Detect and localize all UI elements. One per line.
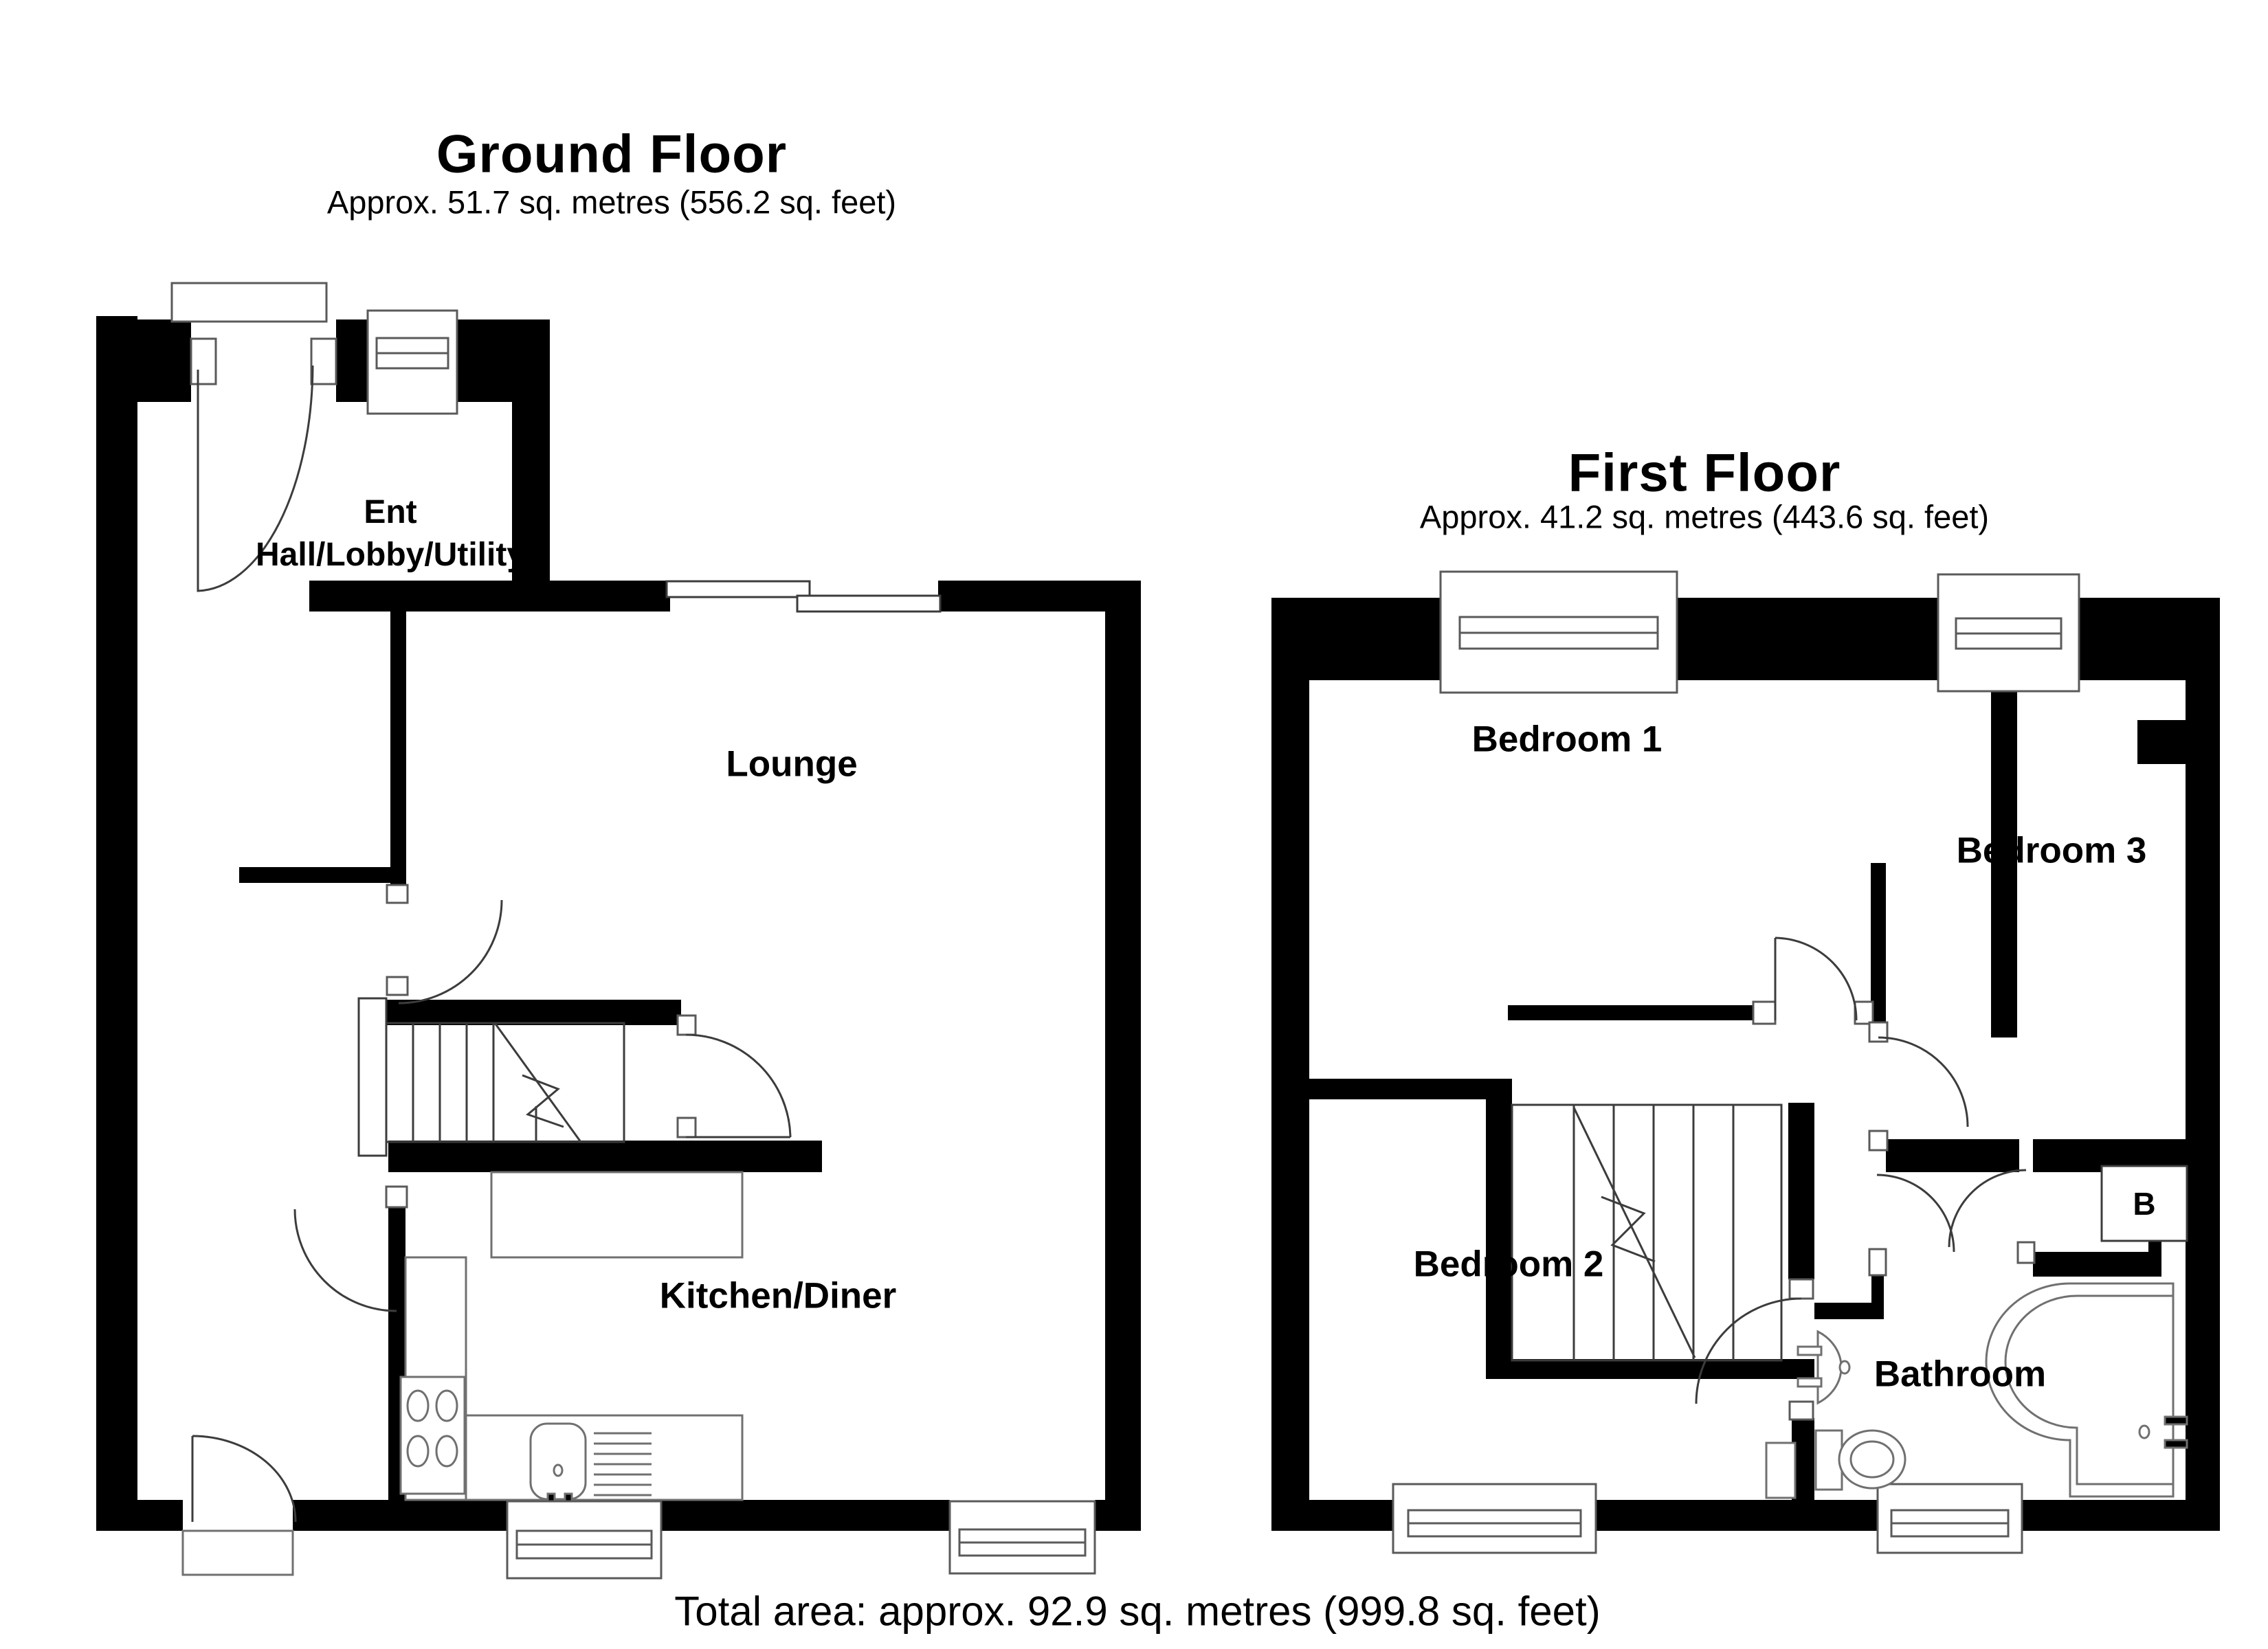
room-label-bedroom1: Bedroom 1: [1471, 719, 1663, 760]
front-door-recess: [172, 283, 326, 322]
bathroom-sink-drain: [1840, 1361, 1849, 1373]
gf-stairs-break-diagonal: [495, 1023, 581, 1142]
ff-wall-bathroom-north-stub: [2148, 1241, 2161, 1252]
ff-wall-bed1-bed2: [1309, 1079, 1512, 1099]
gf-hall-lounge-door: [387, 885, 502, 1003]
bath-tap: [2165, 1417, 2187, 1424]
gf-wall-corridor-right: [390, 610, 406, 886]
room-label-lounge: Lounge: [726, 743, 858, 785]
bathroom-sink-tap: [1798, 1347, 1821, 1355]
hob-burner: [436, 1391, 457, 1421]
gf-wall-left: [96, 316, 137, 1531]
ff-rear-window-left: [1393, 1484, 1596, 1553]
room-label-bathroom: Bathroom: [1874, 1354, 2047, 1395]
room-label-kitchen: Kitchen/Diner: [659, 1275, 897, 1316]
bath-drain: [2139, 1426, 2149, 1438]
gf-wall-hall-right: [512, 395, 550, 612]
ground-floor-area: Approx. 51.7 sq. metres (556.2 sq. feet): [326, 183, 897, 221]
gf-wall-top-b: [336, 319, 368, 402]
lounge-window-pane-right: [797, 596, 940, 612]
room-label-hall-line1: Ent: [364, 494, 417, 530]
front-door-jamb-left: [191, 339, 216, 384]
gf-rear-window-right: [950, 1501, 1095, 1573]
hob-burner: [436, 1436, 457, 1466]
ff-wall-right: [2186, 598, 2220, 1531]
bath-tap: [2165, 1440, 2187, 1448]
ff-stairs-break-zigzag: [1601, 1197, 1655, 1261]
gf-hall-window: [368, 311, 457, 414]
gf-wall-bottom-d: [1095, 1500, 1141, 1531]
ff-wall-stairwell-right: [1788, 1103, 1814, 1279]
room-label-hall-line2: Hall/Lobby/Utility: [255, 537, 526, 573]
gf-stairs-break-zigzag: [522, 1075, 564, 1127]
ff-bathroom-door: [1949, 1170, 2034, 1263]
ff-bedroom1-door: [1753, 938, 1873, 1024]
lounge-window-pane-left: [667, 581, 810, 597]
room-label-bedroom3: Bedroom 3: [1956, 830, 2147, 871]
hob-burner: [408, 1436, 428, 1466]
ff-stairs: [1512, 1105, 1781, 1360]
ff-wall-bottom-b: [1596, 1500, 1878, 1531]
ff-wall-bottom-a: [1271, 1500, 1393, 1531]
gf-wall-top-c: [457, 319, 550, 402]
sink-drainer-lines: [594, 1433, 652, 1495]
toilet-cistern: [1816, 1431, 1842, 1490]
ff-wall-left: [1271, 598, 1309, 1531]
gf-back-door: [183, 1436, 296, 1575]
gf-understair-cupboard: [491, 1172, 742, 1257]
room-label-boiler: B: [2133, 1186, 2156, 1222]
gf-stairs-outline: [386, 1023, 624, 1142]
ff-wall-lobby-east: [1871, 1275, 1884, 1319]
gf-lounge-window: [667, 581, 940, 612]
ff-wall-vestibule: [1871, 863, 1886, 1022]
gf-wall-bottom-c: [661, 1500, 950, 1531]
ff-wall-stairwell-bottom: [1486, 1359, 1814, 1379]
ff-front-window-right: [1938, 574, 2079, 691]
room-label-bedroom2: Bedroom 2: [1413, 1244, 1604, 1285]
ground-floor-title: Ground Floor: [436, 123, 788, 184]
ground-floor-plan: [96, 316, 1141, 1531]
bathroom-sink: [1818, 1332, 1841, 1403]
gf-wall-stairs-top: [385, 1000, 681, 1025]
total-area-footer: Total area: approx. 92.9 sq. metres (999.8 sq. feet): [674, 1588, 1601, 1635]
bathroom-sink-tap: [1798, 1378, 1821, 1387]
toilet-bowl-inner: [1851, 1442, 1893, 1477]
ff-wall-bathroom-north: [2033, 1252, 2161, 1277]
gf-kitchen-door: [678, 1016, 790, 1137]
ff-bedroom3-door: [1869, 1022, 1968, 1150]
first-floor-title: First Floor: [1568, 442, 1841, 503]
ff-chimney-notch: [2137, 720, 2186, 764]
ff-bedroom2-radiator: [1766, 1443, 1795, 1498]
ff-front-window-left: [1441, 572, 1677, 693]
ff-wall-bed1-south: [1508, 1005, 1774, 1020]
ff-stairs-outline: [1512, 1105, 1781, 1360]
gf-stairs-rail: [359, 998, 386, 1156]
gf-wall-stairs-bottom: [388, 1141, 822, 1172]
gf-wall-right: [1105, 581, 1141, 1531]
first-floor-area: Approx. 41.2 sq. metres (443.6 sq. feet): [1419, 498, 1990, 535]
kitchen-sink-bowl: [531, 1424, 586, 1499]
ff-rear-window-right: [1878, 1484, 2022, 1553]
ff-lobby-door: [1869, 1175, 1954, 1275]
ff-wall-lobby-south: [1814, 1303, 1871, 1319]
ff-wall-bottom-c: [2022, 1500, 2220, 1531]
ff-wall-landing-south-a: [1886, 1139, 2019, 1172]
back-door-threshold: [183, 1531, 293, 1575]
gf-wall-lounge-top: [309, 581, 670, 612]
gf-wall-corridor-stub: [239, 867, 390, 883]
front-door-jamb-right: [311, 339, 336, 384]
sink-drain-hole: [554, 1465, 562, 1476]
gf-rear-window-left: [507, 1501, 661, 1578]
ff-wall-stairwell-left: [1486, 1099, 1512, 1379]
gf-wall-bottom-b: [293, 1500, 507, 1531]
hob-burner: [408, 1391, 428, 1421]
gf-wall-top-a: [96, 319, 191, 402]
gf-wall-bottom-a: [96, 1500, 183, 1531]
kitchen-counter-bottom: [466, 1415, 742, 1500]
ff-bedroom2-door: [1696, 1279, 1813, 1420]
ff-stairs-break-diagonal: [1574, 1108, 1695, 1358]
